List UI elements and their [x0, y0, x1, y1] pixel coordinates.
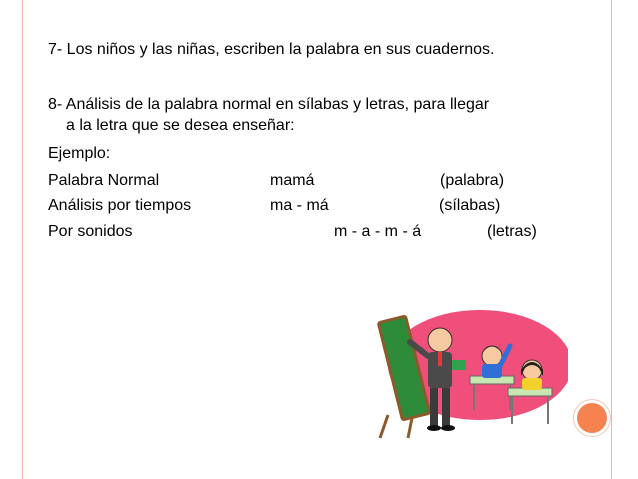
row-label: Palabra Normal [48, 172, 160, 189]
row-value: ma - má [270, 197, 329, 214]
step-8-text: 8- Análisis de la palabra normal en sílabas y letras, para llegar [48, 96, 490, 113]
student-girl-icon [521, 360, 543, 390]
row-value: m - a - m - á [334, 223, 422, 240]
row-kind: (sílabas) [439, 197, 501, 214]
step-8-text-continued: a la letra que se desea enseñar: [66, 117, 295, 134]
row-kind: (letras) [487, 223, 537, 240]
row-value: mamá [270, 172, 315, 189]
decorative-circle [574, 400, 610, 436]
row-label: Por sonidos [48, 223, 133, 240]
row-kind: (palabra) [440, 172, 505, 189]
row-label: Análisis por tiempos [48, 197, 192, 214]
classroom-illustration [368, 290, 568, 440]
example-label: Ejemplo: [48, 145, 111, 162]
step-7-text: 7- Los niños y las niñas, escriben la palabra en sus cuadernos. [48, 41, 495, 58]
